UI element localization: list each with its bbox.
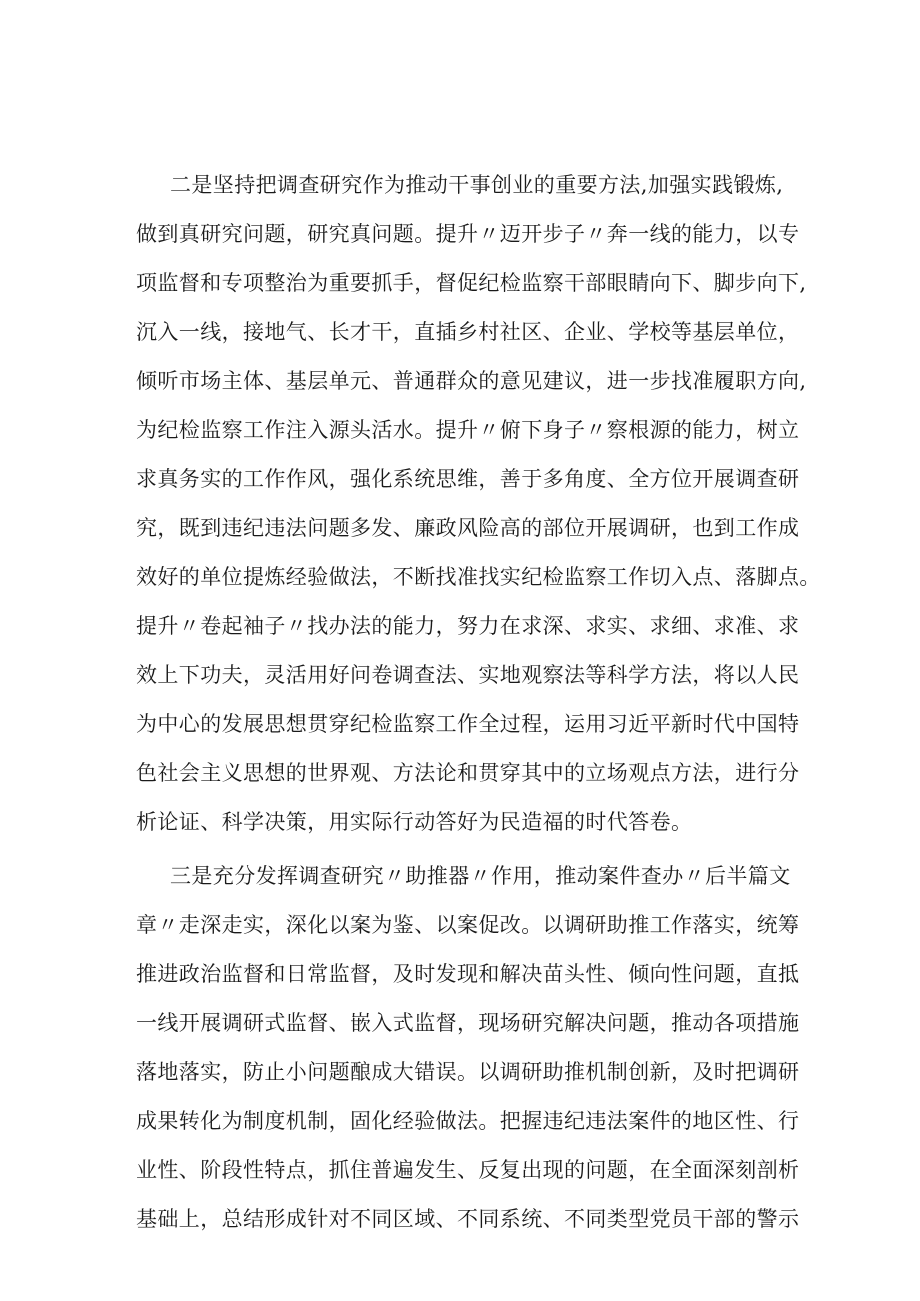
- paragraph-line: 落地落实，防止小问题酿成大错误。以调研助推机制创新，及时把调研: [136, 1060, 800, 1084]
- paragraph-line: 成果转化为制度机制，固化经验做法。把握违纪违法案件的地区性、行: [136, 1109, 800, 1133]
- paragraph-line: 倾听市场主体、基层单元、普通群众的意见建议，进一步找准履职方向,: [136, 369, 807, 393]
- paragraph-line: 一线开展调研式监督、嵌入式监督，现场研究解决问题，推动各项措施: [136, 1011, 800, 1035]
- paragraph-line: 效上下功夫，灵活用好问卷调查法、实地观察法等科学方法，将以人民: [136, 663, 800, 687]
- document-body: [136, 161, 821, 1244]
- paragraph-2: [136, 161, 821, 847]
- paragraph-line: 为中心的发展思想贯穿纪检监察工作全过程，运用习近平新时代中国特: [136, 712, 800, 736]
- paragraph-line: 为纪检监察工作注入源头活水。提升〃俯下身子〃察根源的能力，树立: [136, 418, 800, 442]
- paragraph-line: 三是充分发挥调查研究〃助推器〃作用，推动案件查办〃后半篇文: [170, 864, 791, 888]
- paragraph-line: 章〃走深走实，深化以案为鉴、以案促改。以调研助推工作落实，统筹: [136, 913, 800, 937]
- paragraph-line: 究，既到违纪违法问题多发、廉政风险高的部位开展调研，也到工作成: [136, 516, 800, 540]
- paragraph-line: 析论证、科学决策，用实际行动答好为民造福的时代答卷。: [136, 810, 693, 834]
- paragraph-line: 推进政治监督和日常监督，及时发现和解决苗头性、倾向性问题，直抵: [136, 962, 800, 986]
- paragraph-line: 沉入一线，接地气、长才干，直插乡村社区、企业、学校等基层单位，: [136, 320, 800, 344]
- paragraph-line: 项监督和专项整治为重要抓手，督促纪检监察干部眼睛向下、脚步向下,: [136, 271, 807, 295]
- paragraph-line: 做到真研究问题，研究真问题。提升〃迈开步子〃奔一线的能力，以专: [136, 222, 800, 246]
- paragraph-line: 提升〃卷起袖子〃找办法的能力，努力在求深、求实、求细、求准、求: [136, 614, 800, 638]
- paragraph-line: 业性、阶段性特点，抓住普遍发生、反复出现的问题，在全面深刻剖析: [136, 1158, 800, 1182]
- paragraph-line: 求真务实的工作作风，强化系统思维，善于多角度、全方位开展调查研: [136, 467, 800, 491]
- paragraph-line: 色社会主义思想的世界观、方法论和贯穿其中的立场观点方法，进行分: [136, 761, 800, 785]
- paragraph-line: 效好的单位提炼经验做法，不断找准找实纪检监察工作切入点、落脚点。: [136, 565, 821, 589]
- paragraph-line: 二是坚持把调查研究作为推动干事创业的重要方法,加强实践锻炼,: [170, 173, 784, 197]
- paragraph-line: 基础上，总结形成针对不同区域、不同系统、不同类型党员干部的警示: [136, 1207, 800, 1231]
- paragraph-3: [136, 852, 800, 1244]
